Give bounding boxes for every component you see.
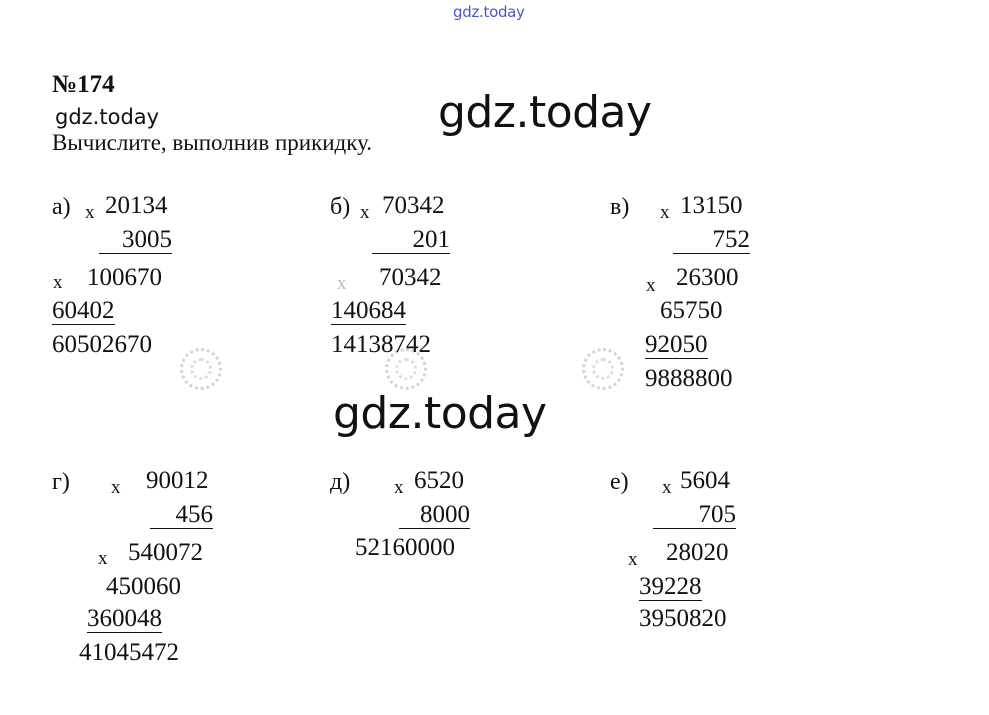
- partial-product: 26300: [676, 264, 739, 291]
- multiply-sign: x: [628, 549, 638, 570]
- label-g: г): [52, 469, 70, 495]
- result: 60502670: [52, 331, 152, 358]
- label-a: а): [52, 194, 71, 220]
- label-v: в): [610, 194, 630, 220]
- watermark-big-2: gdz.today: [333, 388, 547, 439]
- multiplicand: 5604: [680, 467, 730, 494]
- multiply-sign: x: [360, 202, 370, 223]
- watermark-big-1: gdz.today: [438, 87, 652, 138]
- label-d: д): [330, 469, 351, 495]
- partial-product: 140684: [331, 297, 406, 324]
- partial-product: 100670: [87, 264, 162, 291]
- multiply-sign: x: [662, 477, 672, 498]
- label-b: б): [330, 194, 351, 220]
- partial-product: 65750: [660, 297, 723, 324]
- partial-product: 70342: [379, 264, 442, 291]
- multiplier: 8000: [399, 502, 470, 529]
- partial-product: 450060: [106, 573, 181, 600]
- multiplicand: 70342: [382, 192, 445, 219]
- multiplicand: 6520: [414, 467, 464, 494]
- multiplier: 201: [372, 227, 450, 254]
- partial-product: 360048: [87, 605, 162, 632]
- multiplier: 456: [150, 502, 213, 529]
- seal-mark-1: [180, 348, 222, 390]
- multiplicand: 20134: [105, 192, 168, 219]
- multiply-sign: x: [111, 477, 121, 498]
- task-text: Вычислите, выполнив прикидку.: [52, 130, 373, 155]
- multiply-sign: x: [337, 273, 347, 294]
- problem-number: №174: [52, 71, 115, 98]
- result: 41045472: [79, 639, 179, 666]
- multiply-sign: x: [660, 202, 670, 223]
- multiplicand: 90012: [146, 467, 209, 494]
- multiply-sign: x: [98, 548, 108, 569]
- multiplicand: 13150: [680, 192, 743, 219]
- partial-product: 540072: [128, 539, 203, 566]
- partial-product: 28020: [666, 539, 729, 566]
- multiply-sign: x: [85, 202, 95, 223]
- multiply-sign: x: [394, 477, 404, 498]
- label-e: е): [610, 469, 629, 495]
- seal-mark-3: [582, 348, 624, 390]
- multiplier: 752: [673, 227, 750, 254]
- multiply-sign: x: [646, 275, 656, 296]
- watermark-top: gdz.today: [453, 3, 525, 21]
- result: 9888800: [645, 365, 733, 392]
- multiplier: 705: [653, 502, 736, 529]
- partial-product: 39228: [639, 573, 702, 600]
- watermark-small: gdz.today: [55, 105, 160, 129]
- multiply-sign: x: [53, 272, 63, 293]
- result: 14138742: [331, 331, 431, 358]
- multiplier: 3005: [99, 227, 172, 254]
- partial-product: 92050: [645, 331, 708, 358]
- partial-product: 60402: [52, 297, 115, 324]
- result: 52160000: [355, 534, 455, 561]
- result: 3950820: [639, 605, 727, 632]
